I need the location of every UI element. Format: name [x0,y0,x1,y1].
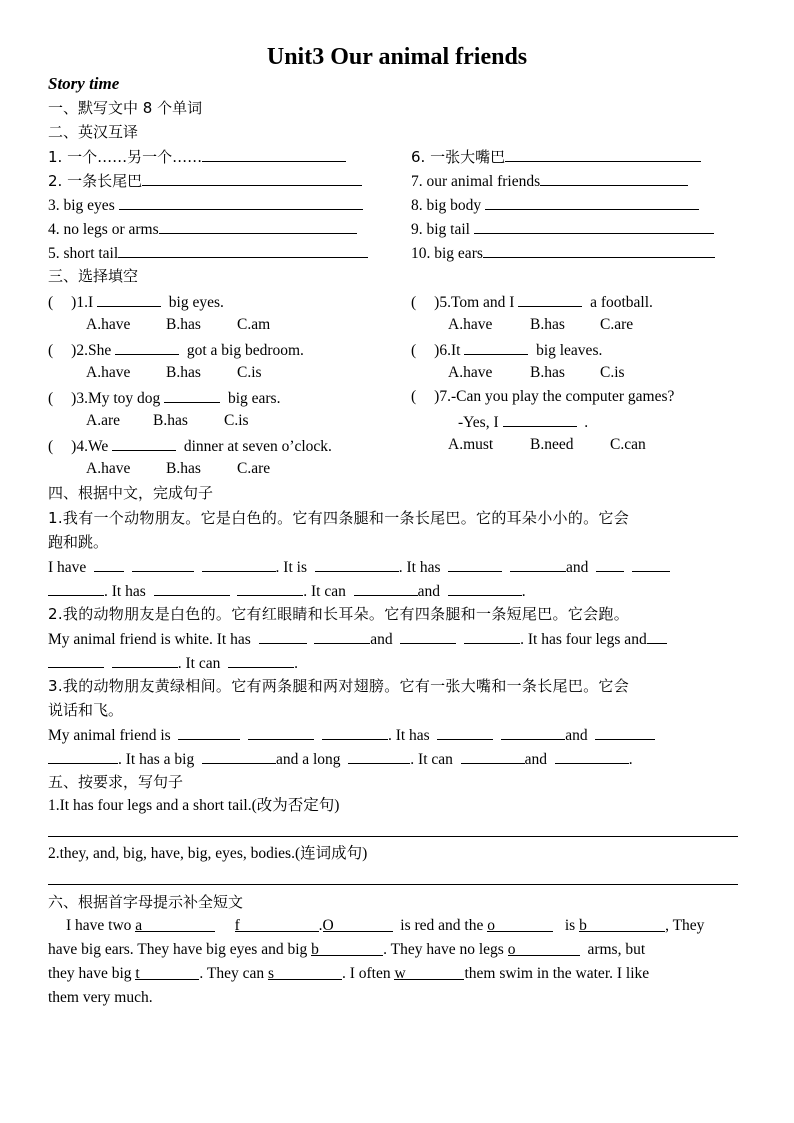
answer-blank[interactable] [505,146,701,162]
cloze-blank-t[interactable]: t [135,964,199,980]
cloze-blank-o[interactable]: o [487,916,553,932]
sentence-2-english: My animal friend is white. It has and . It has four legs and [48,628,667,650]
choice-options-1: A.have B.has C.am [86,316,271,333]
cloze-line-4: them very much. [48,989,153,1006]
sentence-3-english-cont: . It has a big and a long . It can and . [48,748,633,770]
cloze-line-1: I have two a f .O is red and the o is b , They [66,917,705,934]
answer-blank[interactable] [510,556,566,572]
sentence-3-chinese-cont: 说话和飞。 [48,701,124,719]
translation-item-3: 3. big eyes [48,194,363,216]
answer-blank[interactable] [596,556,624,572]
section-5-heading: 五、按要求，写句子 [48,773,184,791]
translation-item-2: 2. 一条长尾巴 [48,170,362,192]
choice-question-2: ( )2.She got a big bedroom. [48,339,304,361]
answer-blank[interactable] [448,556,502,572]
translation-item-4: 4. no legs or arms [48,218,357,240]
answer-blank[interactable] [119,194,363,210]
answer-blank[interactable] [485,194,699,210]
cloze-blank-O[interactable]: O [323,916,393,932]
answer-blank[interactable] [461,748,525,764]
answer-blank[interactable] [464,628,520,644]
choice-options-5: A.have B.has C.are [448,316,634,333]
choice-options-4: A.have B.has C.are [86,460,271,477]
answer-blank[interactable] [142,170,362,186]
answer-blank[interactable] [315,556,399,572]
answer-blank[interactable] [202,748,276,764]
answer-blank[interactable] [112,652,178,668]
sentence-1-chinese: 1.我有一个动物朋友。它是白色的。它有四条腿和一条长尾巴。它的耳朵小小的。它会 [48,509,630,527]
answer-blank[interactable] [112,435,176,451]
choice-question-5: ( )5.Tom and I a football. [411,291,653,313]
choice-question-4: ( )4.We dinner at seven o’clock. [48,435,332,457]
choice-question-6: ( )6.It big leaves. [411,339,602,361]
choice-options-2: A.have B.has C.is [86,364,262,381]
answer-blank[interactable] [164,387,220,403]
answer-blank[interactable] [400,628,456,644]
sentence-2-chinese: 2.我的动物朋友是白色的。它有红眼睛和长耳朵。它有四条腿和一条短尾巴。它会跑。 [48,605,630,623]
sentence-1-english-cont: . It has . It can and . [48,580,526,602]
cloze-blank-b2[interactable]: b [311,940,383,956]
answer-blank[interactable] [555,748,629,764]
answer-blank[interactable] [48,748,118,764]
answer-blank[interactable] [178,724,240,740]
translation-item-8: 8. big body [411,194,699,216]
answer-line-2[interactable] [48,884,738,885]
answer-blank[interactable] [118,242,368,258]
answer-blank[interactable] [228,652,294,668]
answer-blank[interactable] [540,170,688,186]
sentence-3-english: My animal friend is . It has and [48,724,655,746]
answer-blank[interactable] [354,580,418,596]
choice-question-3: ( )3.My toy dog big ears. [48,387,280,409]
translation-item-1: 1. 一个……另一个…… [48,146,346,168]
translation-item-9: 9. big tail [411,218,714,240]
cloze-line-3: they have big t . They can s . I often w them swim in the water. I like [48,965,650,982]
answer-blank[interactable] [314,628,370,644]
translation-item-7: 7. our animal friends [411,170,688,192]
answer-blank[interactable] [202,146,346,162]
cloze-blank-s[interactable]: s [268,964,342,980]
answer-blank[interactable] [595,724,655,740]
answer-blank[interactable] [632,556,670,572]
sentence-1-english: I have . It is . It has and [48,556,670,578]
page-title: Unit3 Our animal friends [266,44,528,70]
cloze-blank-o2[interactable]: o [508,940,580,956]
answer-blank[interactable] [202,556,276,572]
answer-blank[interactable] [464,339,528,355]
answer-blank[interactable] [97,291,161,307]
translation-item-6: 6. 一张大嘴巴 [411,146,701,168]
answer-blank[interactable] [159,218,357,234]
answer-blank[interactable] [448,580,522,596]
answer-blank[interactable] [647,628,667,644]
section-3-heading: 三、选择填空 [48,267,139,285]
answer-blank[interactable] [237,580,303,596]
choice-question-7: ( )7.-Can you play the computer games? [411,388,675,405]
choice-reply-7: -Yes, I . [458,411,588,433]
rewrite-question-1: 1.It has four legs and a short tail.(改为否定句) [48,797,340,814]
answer-blank[interactable] [503,411,577,427]
answer-blank[interactable] [474,218,714,234]
section-2-heading: 二、英汉互译 [48,123,139,141]
answer-blank[interactable] [48,652,104,668]
answer-blank[interactable] [154,580,230,596]
sentence-2-english-cont: . It can . [48,652,298,674]
section-6-heading: 六、根据首字母提示补全短文 [48,893,244,911]
answer-blank[interactable] [348,748,410,764]
answer-blank[interactable] [115,339,179,355]
rewrite-question-2: 2.they, and, big, have, big, eyes, bodies.(连词成句) [48,845,368,862]
answer-blank[interactable] [501,724,565,740]
answer-blank[interactable] [48,580,104,596]
section-4-heading: 四、根据中文，完成句子 [48,484,214,502]
cloze-blank-w[interactable]: w [394,964,464,980]
answer-blank[interactable] [259,628,307,644]
answer-blank[interactable] [518,291,582,307]
cloze-blank-f[interactable]: f [235,916,319,932]
answer-line-1[interactable] [48,836,738,837]
section-1-heading: 一、默写文中 8 个单词 [48,99,203,117]
answer-blank[interactable] [132,556,194,572]
choice-options-3: A.are B.has C.is [86,412,249,429]
section-subtitle: Story time [48,74,120,93]
answer-blank[interactable] [248,724,314,740]
answer-blank[interactable] [483,242,715,258]
answer-blank[interactable] [94,556,124,572]
answer-blank[interactable] [322,724,388,740]
sentence-1-chinese-cont: 跑和跳。 [48,533,109,551]
choice-question-1: ( )1.I big eyes. [48,291,224,313]
cloze-blank-a[interactable]: a [135,916,215,932]
choice-options-6: A.have B.has C.is [448,364,625,381]
translation-item-5: 5. short tail [48,242,368,264]
answer-blank[interactable] [437,724,493,740]
choice-options-7: A.must B.need C.can [448,436,646,453]
cloze-line-2: have big ears. They have big eyes and big b . They have no legs o arms, but [48,941,646,958]
sentence-3-chinese: 3.我的动物朋友黄绿相间。它有两条腿和两对翅膀。它有一张大嘴和一条长尾巴。它会 [48,677,630,695]
translation-item-10: 10. big ears [411,242,715,264]
cloze-blank-b[interactable]: b [579,916,665,932]
